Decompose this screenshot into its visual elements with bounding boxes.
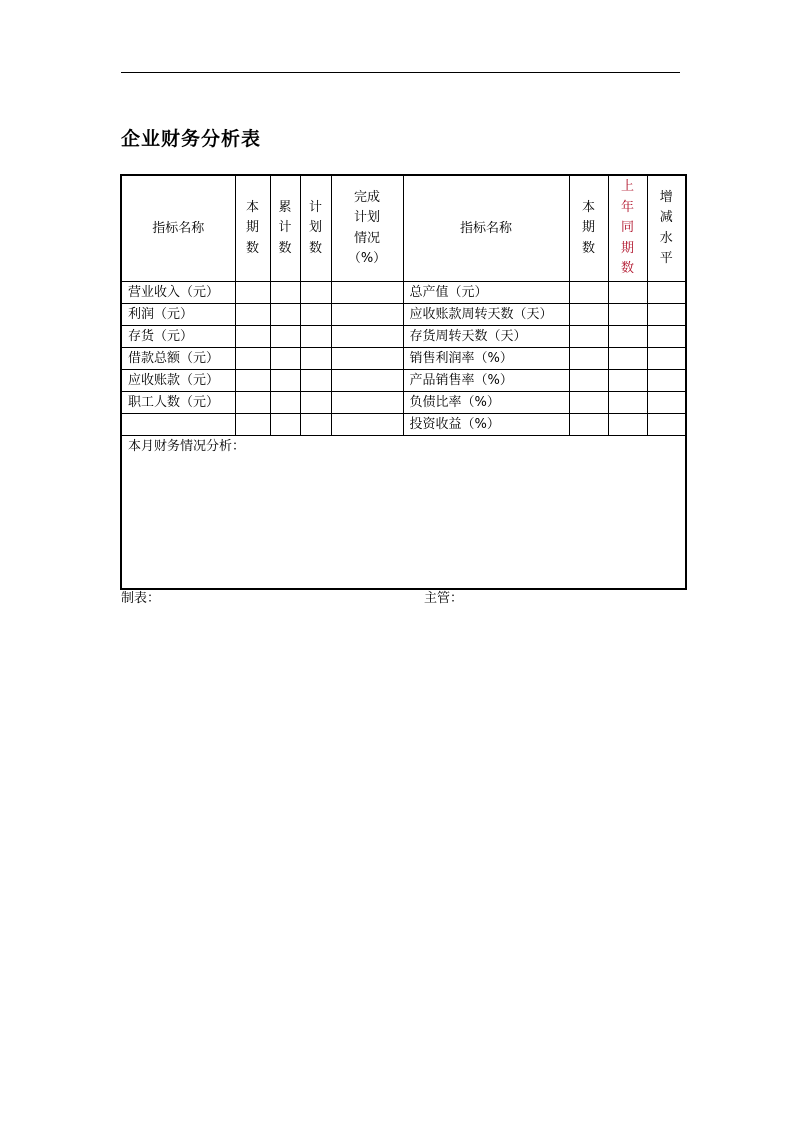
value-cell[interactable] (270, 304, 300, 326)
value-cell[interactable] (300, 326, 331, 348)
value-cell[interactable] (331, 348, 403, 370)
supervisor-label: 主管： (424, 591, 464, 606)
left-indicator-name (121, 414, 235, 436)
header-current-right: 本期数 (569, 175, 608, 282)
right-indicator-name: 产品销售率（%） (403, 370, 569, 392)
header-completion: 完成 计划 情况 （%） (331, 175, 403, 282)
table-row (121, 392, 686, 414)
value-cell[interactable] (608, 348, 647, 370)
table-row (121, 348, 686, 370)
left-indicator-name: 存货（元） (121, 326, 235, 348)
value-cell[interactable] (300, 348, 331, 370)
value-cell[interactable] (300, 304, 331, 326)
value-cell[interactable] (608, 304, 647, 326)
value-cell[interactable] (270, 392, 300, 414)
value-cell[interactable] (569, 282, 608, 304)
analysis-cell[interactable] (121, 436, 686, 590)
table-row (121, 414, 686, 436)
financial-analysis-table (120, 174, 687, 590)
header-row (121, 175, 686, 282)
value-cell[interactable] (331, 414, 403, 436)
header-current: 本期数 (235, 175, 270, 282)
page-title: 企业财务分析表 (121, 128, 262, 150)
value-cell[interactable] (331, 282, 403, 304)
header-change: 增减水平 (647, 175, 686, 282)
value-cell[interactable] (608, 414, 647, 436)
value-cell[interactable] (569, 326, 608, 348)
table-row (121, 370, 686, 392)
value-cell[interactable] (608, 282, 647, 304)
analysis-row (121, 436, 686, 590)
value-cell[interactable] (569, 348, 608, 370)
header-name-left: 指标名称 (121, 175, 235, 282)
left-indicator-name: 利润（元） (121, 304, 235, 326)
left-indicator-name: 借款总额（元） (121, 348, 235, 370)
value-cell[interactable] (569, 370, 608, 392)
left-indicator-name: 应收账款（元） (121, 370, 235, 392)
value-cell[interactable] (235, 392, 270, 414)
value-cell[interactable] (300, 414, 331, 436)
right-indicator-name: 总产值（元） (403, 282, 569, 304)
preparer-label: 制表： (121, 591, 161, 606)
value-cell[interactable] (235, 282, 270, 304)
value-cell[interactable] (270, 282, 300, 304)
value-cell[interactable] (270, 370, 300, 392)
table-row (121, 304, 686, 326)
value-cell[interactable] (608, 326, 647, 348)
value-cell[interactable] (569, 414, 608, 436)
header-cumulative: 累计数 (270, 175, 300, 282)
value-cell[interactable] (647, 414, 686, 436)
table-row (121, 282, 686, 304)
value-cell[interactable] (647, 282, 686, 304)
table-body (121, 282, 686, 436)
right-indicator-name: 销售利润率（%） (403, 348, 569, 370)
value-cell[interactable] (647, 348, 686, 370)
header-plan: 计划数 (300, 175, 331, 282)
left-indicator-name: 营业收入（元） (121, 282, 235, 304)
value-cell[interactable] (647, 304, 686, 326)
header-last-year: 上年同期数 (608, 175, 647, 282)
right-indicator-name: 负债比率（%） (403, 392, 569, 414)
value-cell[interactable] (270, 326, 300, 348)
top-rule (121, 72, 680, 73)
table-row (121, 326, 686, 348)
value-cell[interactable] (569, 304, 608, 326)
value-cell[interactable] (608, 392, 647, 414)
value-cell[interactable] (235, 370, 270, 392)
value-cell[interactable] (331, 392, 403, 414)
value-cell[interactable] (300, 282, 331, 304)
right-indicator-name: 存货周转天数（天） (403, 326, 569, 348)
value-cell[interactable] (331, 304, 403, 326)
value-cell[interactable] (270, 348, 300, 370)
value-cell[interactable] (235, 348, 270, 370)
value-cell[interactable] (647, 392, 686, 414)
right-indicator-name: 投资收益（%） (403, 414, 569, 436)
value-cell[interactable] (235, 304, 270, 326)
value-cell[interactable] (647, 370, 686, 392)
value-cell[interactable] (647, 326, 686, 348)
value-cell[interactable] (569, 392, 608, 414)
value-cell[interactable] (300, 370, 331, 392)
value-cell[interactable] (331, 370, 403, 392)
header-name-right: 指标名称 (403, 175, 569, 282)
analysis-label: 本月财务情况分析： (128, 439, 246, 454)
value-cell[interactable] (235, 326, 270, 348)
left-indicator-name: 职工人数（元） (121, 392, 235, 414)
value-cell[interactable] (270, 414, 300, 436)
right-indicator-name: 应收账款周转天数（天） (403, 304, 569, 326)
value-cell[interactable] (608, 370, 647, 392)
value-cell[interactable] (300, 392, 331, 414)
value-cell[interactable] (331, 326, 403, 348)
value-cell[interactable] (235, 414, 270, 436)
